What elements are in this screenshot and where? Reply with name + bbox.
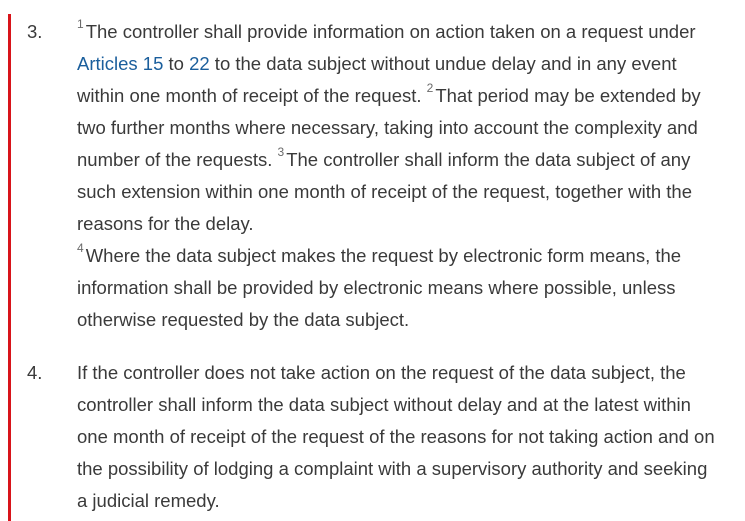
sentence-number: 3 <box>277 144 285 159</box>
sentence-number: 1 <box>77 16 84 31</box>
paragraph-number: 3. <box>27 21 43 42</box>
sentence-1-mid: to <box>163 53 190 74</box>
change-marker-bar <box>8 14 11 521</box>
sentence-2: That period may be extended by two further months where necessary, taking into account the complexity and number of the requests. <box>77 85 701 170</box>
articles-15-link[interactable]: Articles 15 <box>77 53 164 74</box>
sentence-4: Where the data subject makes the request by electronic form means, the information shall be provided by electronic means where possible, unless otherwise requested by the data subject. <box>77 245 682 330</box>
article-22-link[interactable]: 22 <box>189 53 210 74</box>
sentence-3: The controller shall inform the data subject of any such extension within one month of receipt of the request, together with the reasons for the delay. <box>77 149 692 234</box>
sentence-number: 4 <box>77 240 84 255</box>
paragraph-text: If the controller does not take action on the request of the data subject, the controller shall inform the data subject without delay and at the latest within one month of receipt of the request of the reasons for not taking action and on the possibility of lodging a complaint with a supervisory authority and seeking a judicial remedy. <box>77 362 715 511</box>
sentence-1-part-b: to the data subject without undue delay and in any event within one month of receipt of the request. <box>77 53 677 106</box>
paragraph-number: 4. <box>27 362 43 383</box>
paragraph-text <box>77 16 717 336</box>
sentence-1-part-a: The controller shall provide information on action taken on a request under <box>85 21 696 42</box>
sentence-number: 2 <box>426 80 434 95</box>
